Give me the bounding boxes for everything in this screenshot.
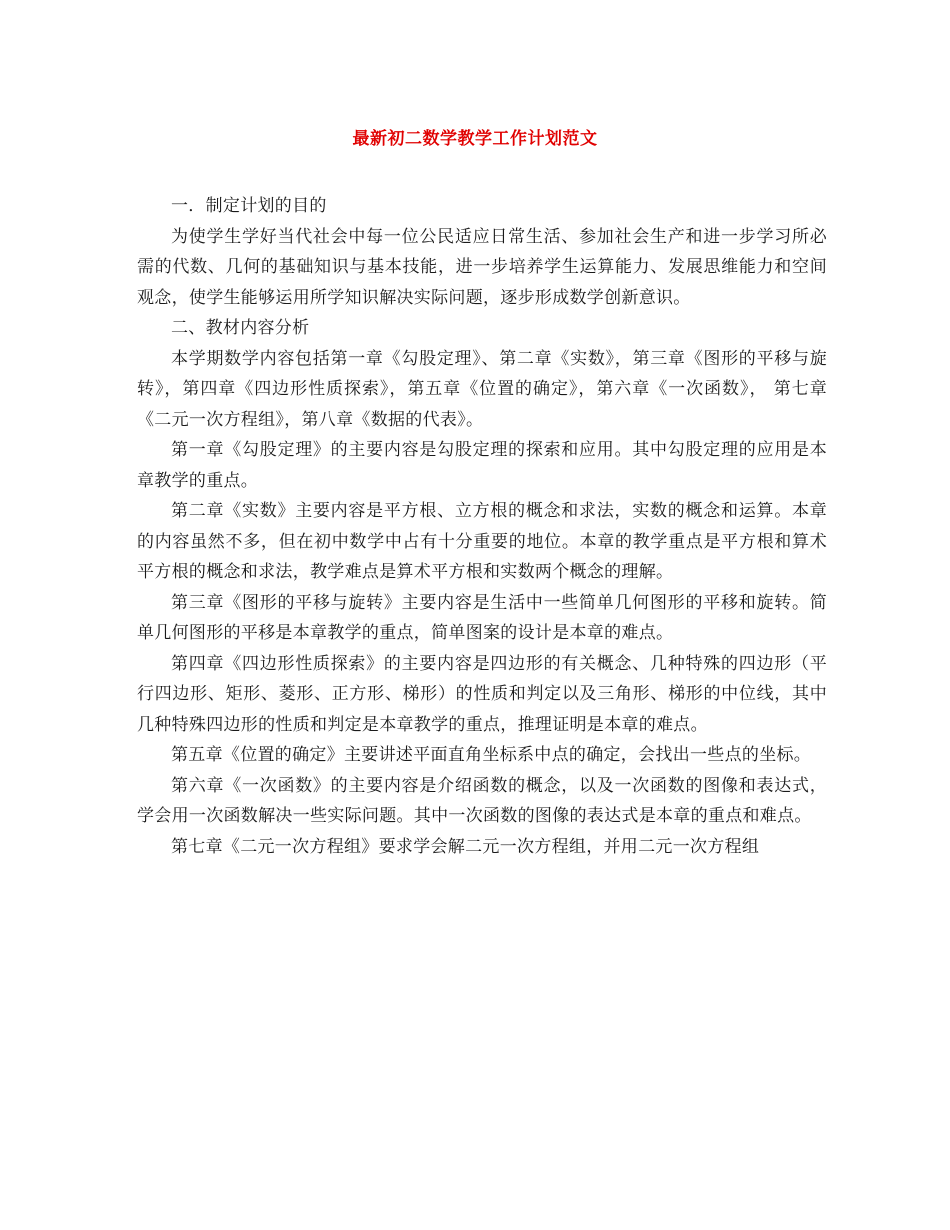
section-heading-textbook-analysis: 二、教材内容分析 <box>171 318 310 338</box>
section-heading-purpose: 一．制定计划的目的 <box>171 196 327 216</box>
document-title: 最新初二数学教学工作计划范文 <box>352 129 598 149</box>
paragraph-chapter-2: 第二章《实数》主要内容是平方根、立方根的概念和求法，实数的概念和运算。本章的内容虽然不多，但在初中数学中占有十分重要的地位。本章的教学重点是平方根和算术平方根的概念和求法，教学难点是算术平方根和实数两个概念的理解。 <box>137 501 827 582</box>
paragraph-purpose: 为使学生学好当代社会中每一位公民适应日常生活、参加社会生产和进一步学习所必需的代数、几何的基础知识与基本技能，进一步培养学生运算能力、发展思维能力和空间观念，使学生能够运用所学知识解决实际问题，逐步形成数学创新意识。 <box>137 226 827 308</box>
paragraph-chapter-3: 第三章《图形的平移与旋转》主要内容是生活中一些简单几何图形的平移和旋转。简单几何图形的平移是本章教学的重点，简单图案的设计是本章的难点。 <box>137 592 827 643</box>
paragraph-chapter-6: 第六章《一次函数》的主要内容是介绍函数的概念，以及一次函数的图像和表达式，学会用一次函数解决一些实际问题。其中一次函数的图像的表达式是本章的重点和难点。 <box>137 775 827 826</box>
paragraph-chapter-5: 第五章《位置的确定》主要讲述平面直角坐标系中点的确定，会找出一些点的坐标。 <box>171 745 812 765</box>
paragraph-chapter-1: 第一章《勾股定理》的主要内容是勾股定理的探索和应用。其中勾股定理的应用是本章教学的重点。 <box>137 440 827 491</box>
paragraph-chapter-7: 第七章《二元一次方程组》要求学会解二元一次方程组，并用二元一次方程组 <box>171 836 760 857</box>
paragraph-semester-content: 本学期数学内容包括第一章《勾股定理》、第二章《实数》，第三章《图形的平移与旋转》，第四章《四边形性质探索》，第五章《位置的确定》，第六章《一次函数》， 第七章《二元一次方程组》，第八章《数据的代表》。 <box>137 348 827 430</box>
paragraph-chapter-4: 第四章《四边形性质探索》的主要内容是四边形的有关概念、几种特殊的四边形（平行四边形、矩形、菱形、正方形、梯形）的性质和判定以及三角形、梯形的中位线，其中几种特殊四边形的性质和判定是本章教学的重点，推理证明是本章的难点。 <box>137 653 827 735</box>
document-body <box>137 191 827 862</box>
